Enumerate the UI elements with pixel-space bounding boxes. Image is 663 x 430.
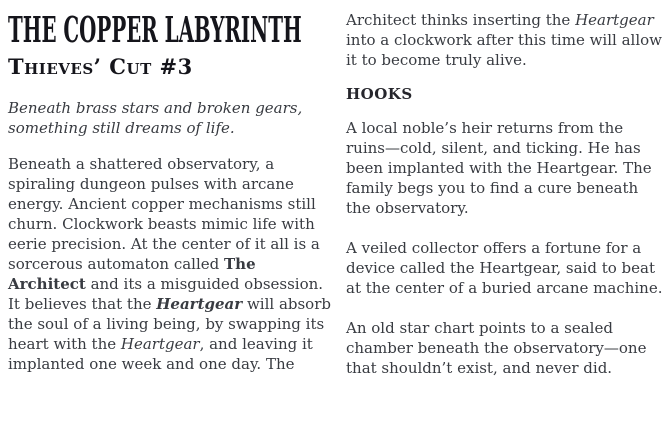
text-run: , and leaving it implanted one week and one day. The [8,335,313,373]
text-run: will absorb the soul of a living being, by swapping its heart with the [8,295,331,353]
text-run: and its a misguided obsession. It believes that the [8,275,324,313]
left-column [8,10,332,430]
emphasized-term: Heartgear [575,11,654,29]
text-run: Architect thinks inserting the [346,11,576,29]
text-run: Beneath a shattered observatory, a spiraling dungeon pulses with arcane energy. Ancient copper mechanisms still churn. Clockwork beasts mimic life with eerie precision. At the center of it all is a sorcerous automaton called [8,155,320,273]
hooks-heading: HOOKS [346,85,413,103]
text-run: into a clockwork after this time will allow it to become truly alive. [346,31,663,69]
document-title: THE COPPER LABYRINTH [8,10,302,52]
intro-paragraph-left [8,154,332,374]
tagline: Beneath brass stars and broken gears, something still dreams of life. [8,99,303,137]
emphasized-term: The Architect [8,255,256,293]
hook-paragraph: A veiled collector offers a fortune for a device called the Heartgear, said to beat at the center of a buried arcane machine. [346,239,663,297]
emphasized-term: Heartgear [120,335,200,353]
document-subtitle: Thieves’ Cut #3 [8,54,193,79]
right-column [346,10,663,430]
intro-paragraph-continued [346,10,663,70]
emphasized-term: Heartgear [156,295,243,313]
hook-paragraph: A local noble’s heir returns from the ruins—cold, silent, and ticking. He has been implanted with the Heartgear. The family begs you to find a cure beneath the observatory. [346,119,652,217]
hook-paragraph: An old star chart points to a sealed chamber beneath the observatory—one that shouldn’t exist, and never did. [346,319,647,377]
